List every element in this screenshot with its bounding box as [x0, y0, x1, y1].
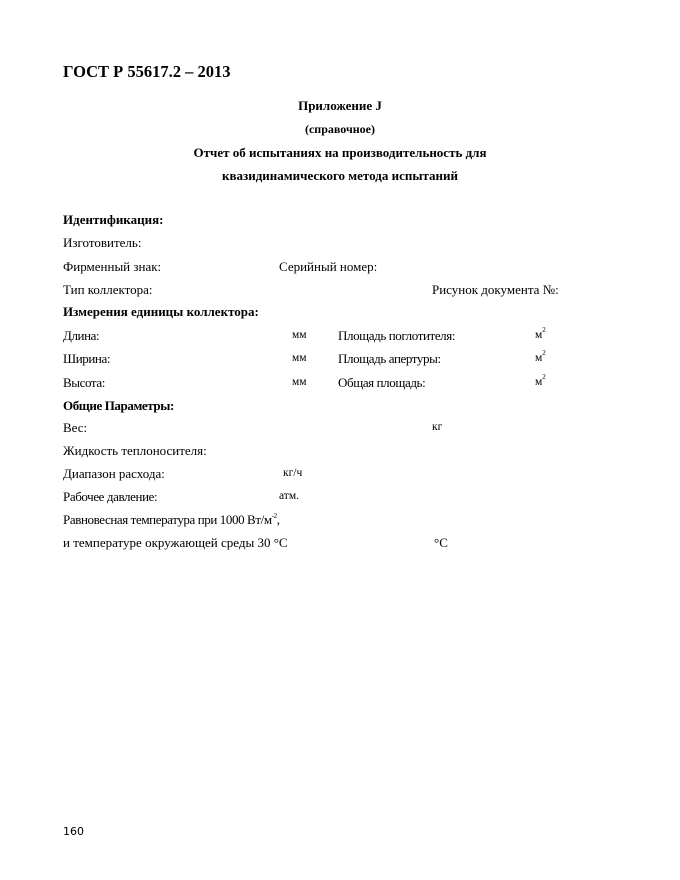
absorber-area-unit: $м^2$: [535, 326, 546, 341]
dimensions-title: Измерения единицы коллектора:: [63, 304, 259, 319]
length-unit: мм: [292, 329, 307, 341]
height-unit: мм: [292, 376, 307, 388]
manufacturer-label: Изготовитель:: [63, 235, 142, 250]
operating-pressure-unit: атм.: [279, 490, 299, 502]
aperture-area-label: Площадь апертуры:: [338, 351, 441, 366]
brand-label: Фирменный знак:: [63, 259, 162, 274]
annex-heading-line2: квазидинамического метода испытаний: [221, 168, 458, 183]
absorber-area-label: Площадь поглотителя:: [338, 328, 456, 343]
weight-label: Вес:: [63, 420, 88, 435]
width-label: Ширина:: [63, 351, 111, 366]
gross-area-label: Общая площадь:: [338, 375, 426, 390]
heat-transfer-fluid-label: Жидкость теплоносителя:: [63, 443, 207, 458]
serial-number-label: Серийный номер:: [279, 259, 378, 274]
ambient-temperature-label: и температуре окружающей среды 30 °С: [63, 535, 288, 550]
stagnation-temperature-label: Равновесная температура при 1000 $Вт/м^{-2}$,: [63, 512, 280, 527]
flow-range-unit: кг/ч: [283, 467, 303, 479]
aperture-area-unit: $м^2$: [535, 349, 546, 364]
annex-status: (справочное): [304, 122, 375, 136]
general-parameters-title: Общие Параметры:: [63, 398, 174, 413]
identification-title: Идентификация:: [63, 212, 164, 227]
weight-unit: кг: [432, 421, 443, 433]
temperature-unit: °С: [434, 535, 448, 550]
height-label: Высота:: [63, 375, 105, 390]
drawing-number-label: Рисунок документа №:: [432, 282, 559, 297]
flow-range-label: Диапазон расхода:: [63, 466, 165, 481]
operating-pressure-label: Рабочее давление:: [63, 489, 158, 504]
page-number: 160: [63, 825, 84, 838]
document-header: ГОСТ Р 55617.2 – 2013: [63, 62, 231, 81]
annex-title: Приложение J: [298, 98, 382, 113]
annex-heading-line1: Отчет об испытаниях на производительность для: [193, 145, 487, 160]
width-unit: мм: [292, 352, 307, 364]
gross-area-unit: $м^2$: [535, 373, 546, 388]
length-label: Длина:: [63, 328, 100, 343]
collector-type-label: Тип коллектора:: [63, 282, 153, 297]
